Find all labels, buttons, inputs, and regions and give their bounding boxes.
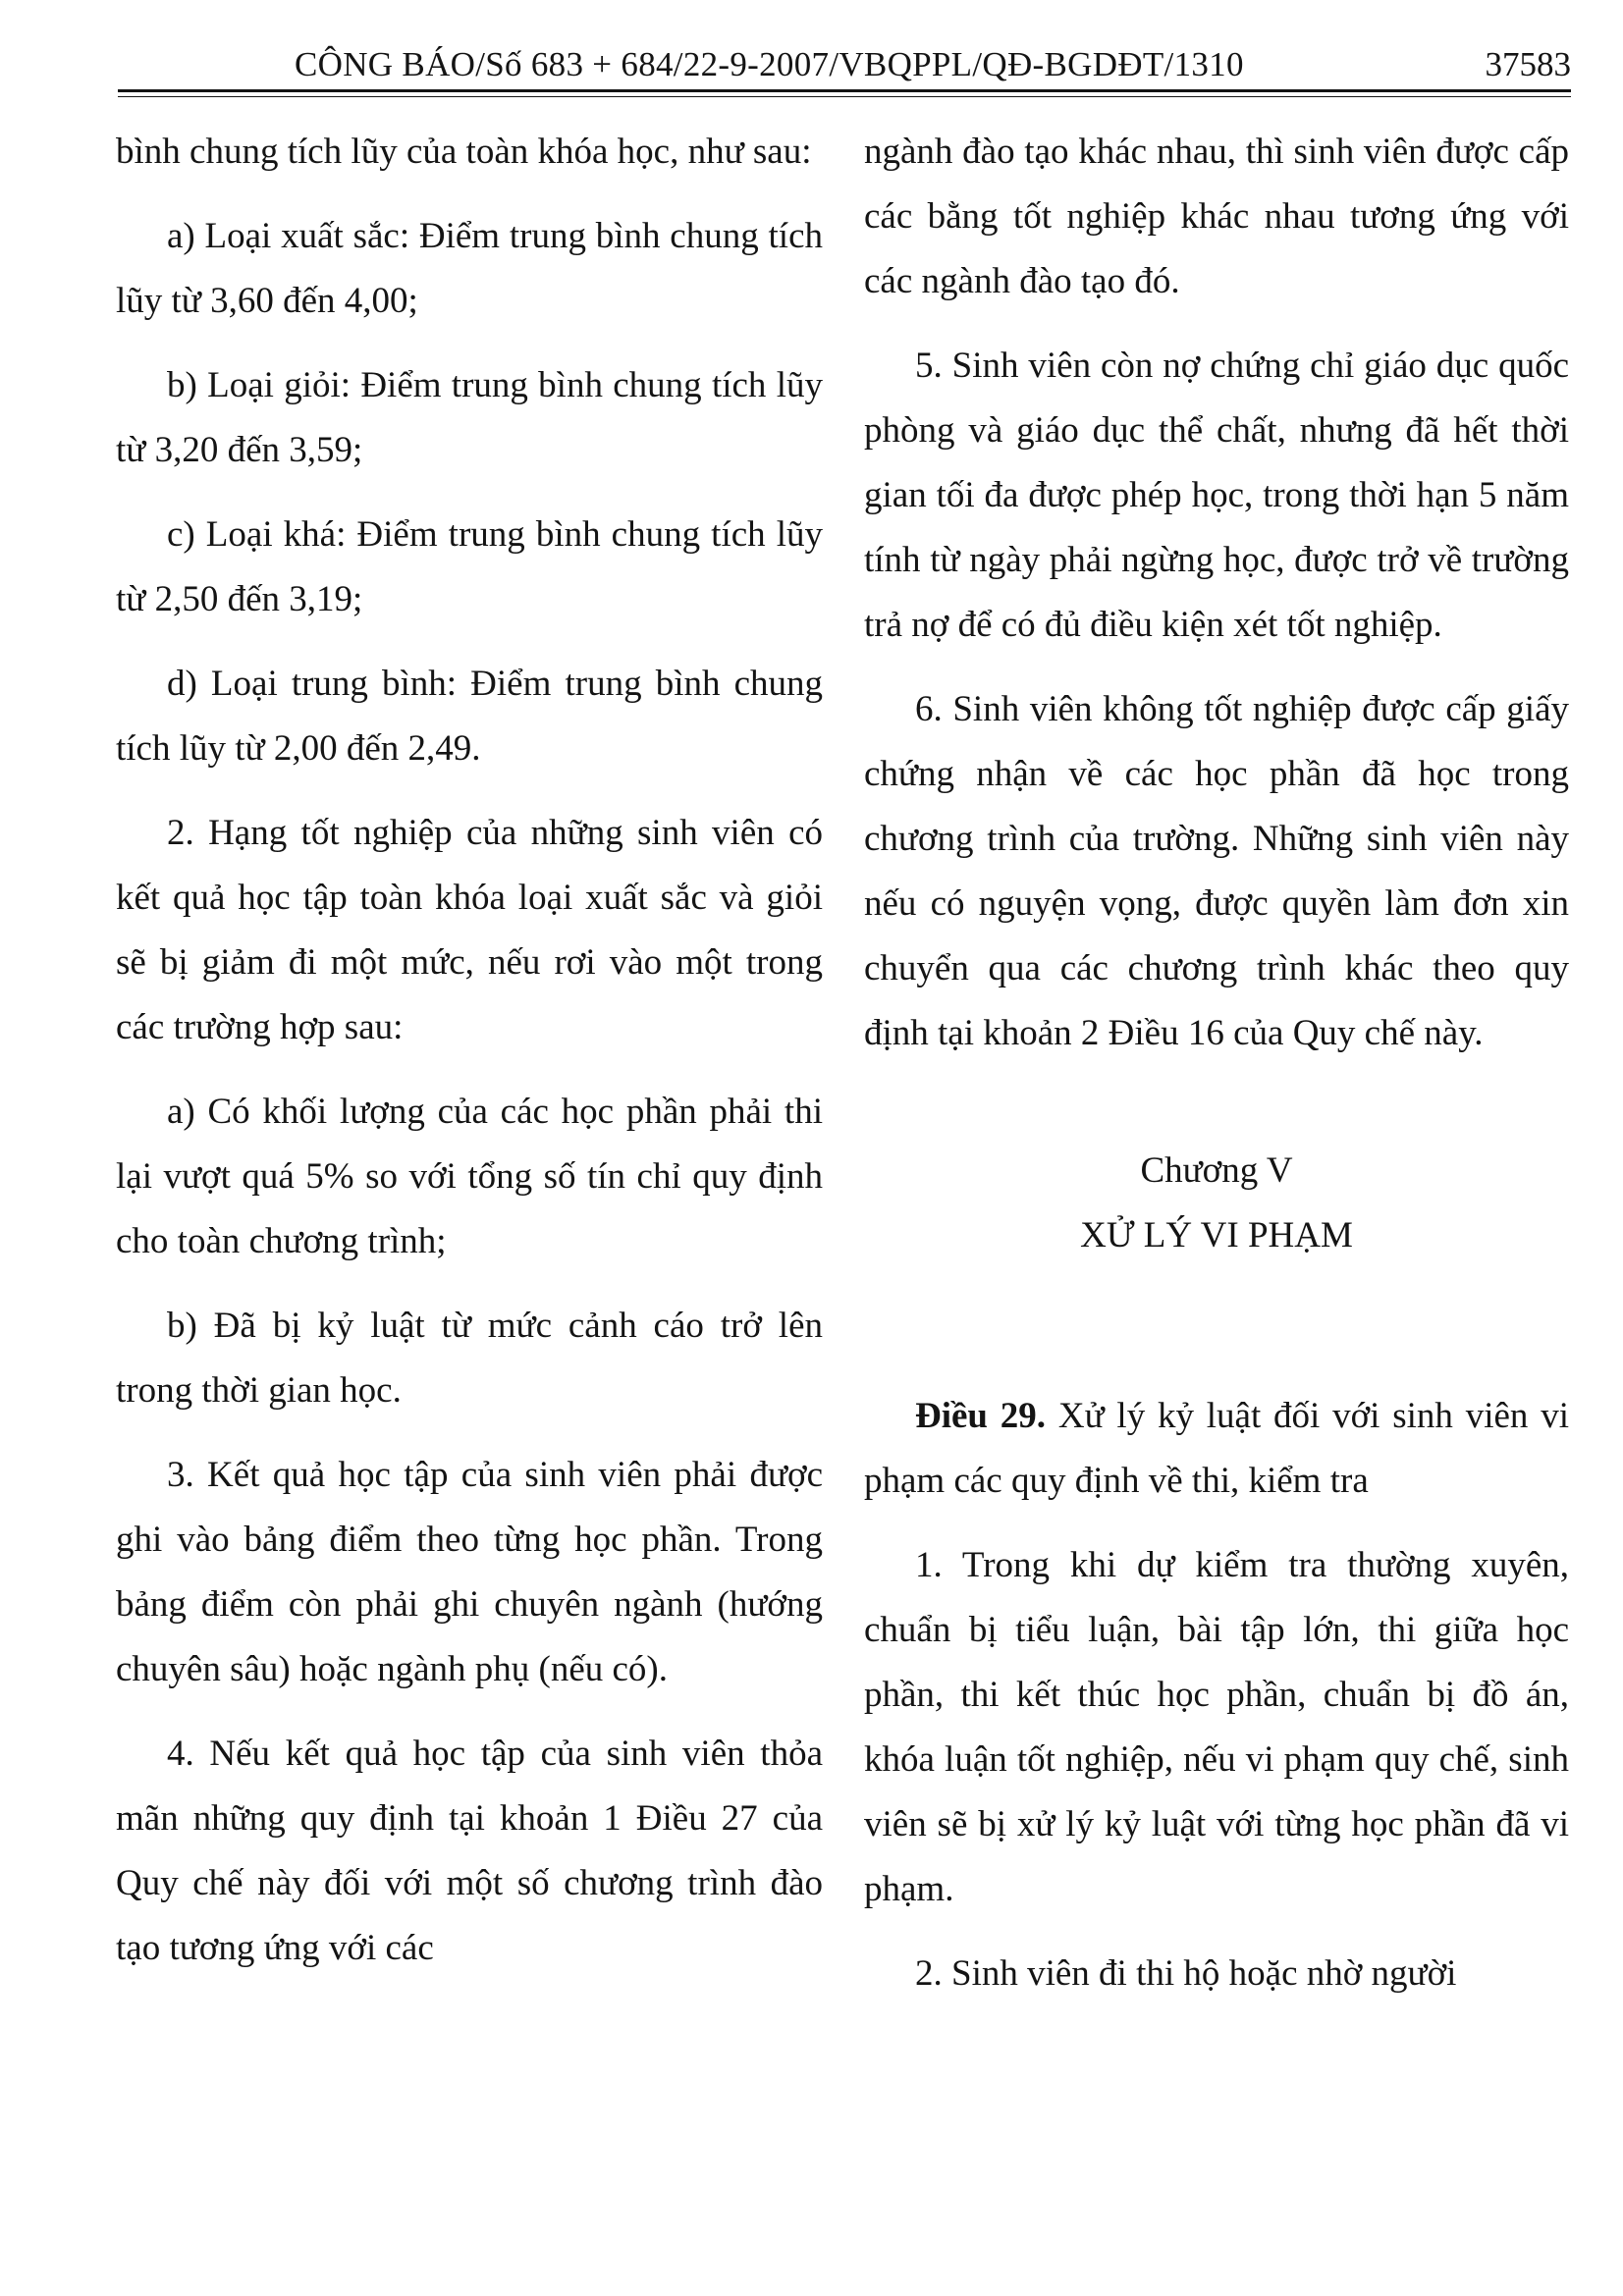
- article-title: Xử lý kỷ luật đối với sinh viên vi phạm các quy định về thi, kiểm tra: [864, 1396, 1570, 1501]
- header-rule-thin: [118, 96, 1571, 97]
- gazette-header-title: CÔNG BÁO/Số 683 + 684/22-9-2007/VBQPPL/QĐ-BGDĐT/1310: [295, 45, 1244, 83]
- paragraph: a) Có khối lượng của các học phần phải thi lại vượt quá 5% so với tổng số tín chỉ quy định cho toàn chương trình;: [116, 1092, 823, 1261]
- paragraph: 2. Sinh viên đi thi hộ hoặc nhờ người: [915, 1953, 1457, 1994]
- paragraph: 3. Kết quả học tập của sinh viên phải được ghi vào bảng điểm theo từng học phần. Trong bảng điểm còn phải ghi chuyên ngành (hướng chuyên sâu) hoặc ngành phụ (nếu có).: [116, 1455, 823, 1689]
- paragraph: ngành đào tạo khác nhau, thì sinh viên được cấp các bằng tốt nghiệp khác nhau tương ứng với các ngành đào tạo đó.: [864, 132, 1569, 301]
- paragraph: 4. Nếu kết quả học tập của sinh viên thỏa mãn những quy định tại khoản 1 Điều 27 của Quy chế này đối với một số chương trình đào tạo tương ứng với các: [116, 1734, 823, 1968]
- article-heading: [864, 1384, 1569, 1514]
- paragraph: 2. Hạng tốt nghiệp của những sinh viên có kết quả học tập toàn khóa loại xuất sắc và giỏi sẽ bị giảm đi một mức, nếu rơi vào một trong các trường hợp sau:: [116, 813, 823, 1047]
- paragraph: b) Đã bị kỷ luật từ mức cảnh cáo trở lên trong thời gian học.: [116, 1306, 823, 1411]
- paragraph: d) Loại trung bình: Điểm trung bình chung tích lũy từ 2,00 đến 2,49.: [116, 664, 823, 769]
- chapter-label: Chương V: [1140, 1150, 1293, 1191]
- header-rule-thick: [118, 89, 1571, 92]
- paragraph: 6. Sinh viên không tốt nghiệp được cấp giấy chứng nhận về các học phần đã học trong chương trình của trường. Những sinh viên này nếu có nguyện vọng, được quyền làm đơn xin chuyển qua các chương trình khác theo quy định tại khoản 2 Điều 16 của Quy chế này.: [864, 689, 1569, 1053]
- article-label: Điều 29.: [915, 1396, 1047, 1436]
- paragraph: a) Loại xuất sắc: Điểm trung bình chung tích lũy từ 3,60 đến 4,00;: [116, 216, 823, 321]
- page-number: 37583: [1485, 45, 1571, 83]
- chapter-title: XỬ LÝ VI PHẠM: [1080, 1215, 1353, 1255]
- paragraph: b) Loại giỏi: Điểm trung bình chung tích lũy từ 3,20 đến 3,59;: [116, 365, 823, 470]
- paragraph: bình chung tích lũy của toàn khóa học, như sau:: [116, 132, 812, 172]
- page-header: [118, 41, 1571, 90]
- paragraph: 5. Sinh viên còn nợ chứng chỉ giáo dục quốc phòng và giáo dục thể chất, nhưng đã hết thời gian tối đa được phép học, trong thời hạn 5 năm tính từ ngày phải ngừng học, được trở về trường trả nợ để có đủ điều kiện xét tốt nghiệp.: [864, 346, 1569, 645]
- paragraph: c) Loại khá: Điểm trung bình chung tích lũy từ 2,50 đến 3,19;: [116, 514, 823, 619]
- right-column: [864, 120, 1569, 2026]
- left-column: [116, 120, 823, 2001]
- paragraph: 1. Trong khi dự kiểm tra thường xuyên, chuẩn bị tiểu luận, bài tập lớn, thi giữa học phần, thi kết thúc học phần, chuẩn bị đồ án, khóa luận tốt nghiệp, nếu vi phạm quy chế, sinh viên sẽ bị xử lý kỷ luật với từng học phần đã vi phạm.: [864, 1545, 1569, 1909]
